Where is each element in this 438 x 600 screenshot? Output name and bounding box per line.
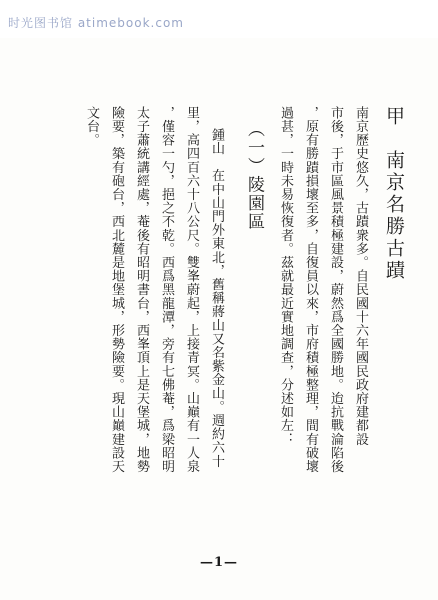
document-heading: 甲 南京名勝古蹟 xyxy=(383,106,405,282)
body-column: 太子蕭統講經處，菴後有昭明書台，西峯頂上是天堡城，地勢 xyxy=(134,106,149,474)
intro-column: ，原有勝蹟損壞至多，自復員以來，市府積極整理，間有破壞 xyxy=(303,106,318,474)
intro-column: 過甚，一時未易恢復者。茲就最近實地調查，分述如左： xyxy=(278,106,293,446)
section-title: （一）陵園區 xyxy=(244,120,264,231)
body-column: 文台。 xyxy=(84,106,99,147)
body-column: 險要，築有砲台，西北麓是地堡城，形勢險要。現山巔建設天 xyxy=(109,106,124,474)
body-column: 里，高四百六十八公尺。雙峯蔚起，上接青冥。山巔有一人泉 xyxy=(184,106,199,474)
body-column: 鍾山 在中山門外東北，舊稱蔣山又名紫金山。週約六十 xyxy=(209,128,224,468)
watermark-text: 时光图书馆 atimebook.com xyxy=(8,16,184,30)
page-number: —1— xyxy=(199,555,239,570)
watermark-banner xyxy=(0,0,438,38)
intro-column: 南京歷史悠久，古蹟衆多。自民國十六年國民政府建都設 xyxy=(353,106,368,446)
body-column: ，僅容一勺，挹之不乾。西爲黑龍潭，旁有七佛菴，爲梁昭明 xyxy=(159,106,174,474)
intro-column: 市後，于市區風景積極建設，蔚然爲全國勝地。迨抗戰淪陷後 xyxy=(328,106,343,474)
